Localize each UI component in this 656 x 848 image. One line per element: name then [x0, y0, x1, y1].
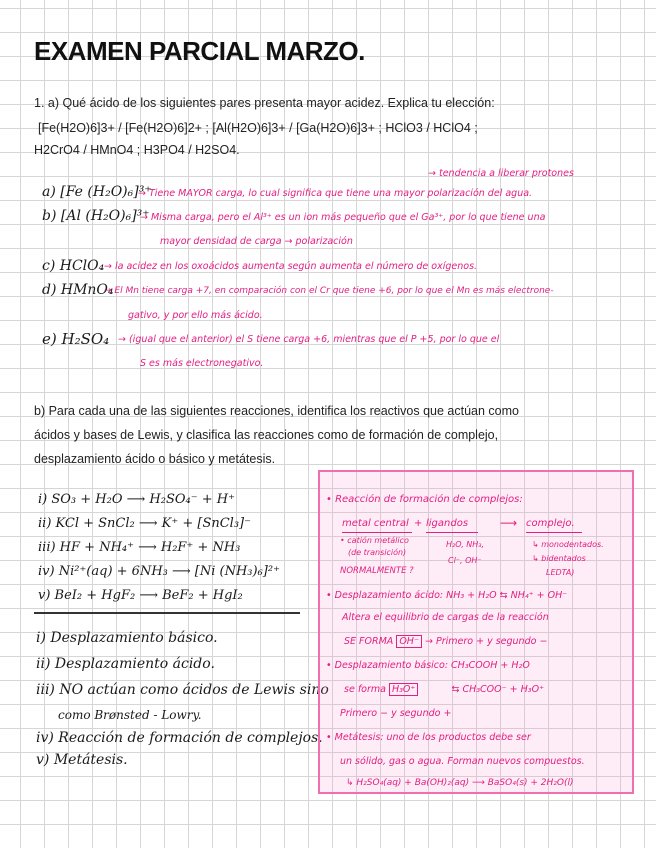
section-divider	[34, 612, 300, 614]
answer-iv: iv) Reacción de formación de complejos.	[36, 730, 323, 746]
reaction-i: i) SO₃ + H₂O ⟶ H₂SO₄⁻ + H⁺	[38, 492, 235, 507]
ligandos-underline	[426, 532, 478, 533]
question-1b-line1: b) Para cada una de las siguientes reacciones, identifica los reactivos que actúan como	[34, 404, 520, 418]
box-cation-2: (de transición)	[348, 548, 407, 557]
box-metathesis: • Metátesis: uno de los productos debe ser	[326, 732, 531, 743]
box-acid-order: → Primero + y segundo −	[425, 636, 548, 647]
box-acid-forms	[344, 636, 547, 647]
answer-a-label: a) [Fe (H₂O)₆]³⁺	[42, 184, 152, 200]
box-acid-forms-label: SE FORMA	[344, 636, 394, 647]
box-acid-displacement: • Desplazamiento ácido: NH₃ + H₂O ⇆ NH₄⁺ + OH⁻	[326, 590, 568, 601]
question-1a-line3: H2CrO4 / HMnO4 ; H3PO4 / H2SO4.	[34, 143, 240, 157]
box-complejo: complejo.	[526, 518, 575, 529]
box-bidentados: ↳ bidentados	[532, 554, 586, 563]
answer-iii-cont: como Brønsted - Lowry.	[58, 708, 202, 722]
box-ligand-examples-1: H₂O, NH₃,	[446, 540, 485, 549]
page-title: EXAMEN PARCIAL MARZO.	[34, 36, 365, 66]
box-cation-1: • catión metálico	[340, 536, 409, 545]
metal-underline	[342, 532, 412, 533]
note-tendency: → tendencia a liberar protones	[428, 168, 574, 179]
box-acid-equilibrium: Altera el equilibrio de cargas de la reacción	[342, 612, 549, 623]
reaction-ii: ii) KCl + SnCl₂ ⟶ K⁺ + [SnCl₃]⁻	[38, 516, 251, 531]
hydronium-box: H₃O⁺	[389, 683, 418, 696]
box-basic-displacement: • Desplazamiento básico: CH₃COOH + H₂O	[326, 660, 530, 671]
answer-c-label: c) HClO₄	[42, 258, 105, 274]
answer-e-text2: S es más electronegativo.	[140, 358, 264, 369]
reaction-iii: iii) HF + NH₄⁺ ⟶ H₂F⁺ + NH₃	[38, 540, 241, 555]
box-ligandos: ligandos	[426, 518, 469, 529]
answer-e-text1: → (igual que el anterior) el S tiene carga +6, mientras que el P +5, por lo que el	[118, 334, 500, 345]
answer-v: v) Metátesis.	[36, 752, 128, 768]
box-metathesis-cont: un sólido, gas o agua. Forman nuevos compuestos.	[340, 756, 585, 767]
box-complex-heading: • Reacción de formación de complejos:	[326, 494, 523, 505]
answer-d-text1: → El Mn tiene carga +7, en comparación con el Cr que tiene +6, por lo que el Mn es más electrone-	[104, 286, 554, 296]
answer-a-text: → Tiene MAYOR carga, lo cual significa que tiene una mayor polarización del agua.	[138, 188, 533, 199]
answer-ii: ii) Desplazamiento ácido.	[36, 656, 215, 672]
box-ledta: LEDTA)	[546, 568, 575, 577]
box-metathesis-example: ↳ H₂SO₄(aq) + Ba(OH)₂(aq) ⟶ BaSO₄(s) + 2H₂O(l)	[346, 778, 574, 788]
complejo-underline	[526, 532, 582, 533]
box-monodentados: ↳ monodentados.	[532, 540, 604, 549]
answer-b-label: b) [Al (H₂O)₆]³⁺	[42, 208, 150, 224]
box-plus: +	[414, 518, 423, 529]
box-normalmente: NORMALMENTE ?	[340, 566, 414, 576]
question-1b-line2: ácidos y bases de Lewis, y clasifica las reacciones como de formación de complejo,	[34, 428, 499, 442]
answer-c-text: → la acidez en los oxoácidos aumenta según aumenta el número de oxígenos.	[104, 261, 478, 272]
box-basic-order: Primero − y segundo +	[340, 708, 452, 719]
question-1b-line3: desplazamiento ácido o básico y metátesis.	[34, 452, 276, 466]
reaction-iv: iv) Ni²⁺(aq) + 6NH₃ ⟶ [Ni (NH₃)₆]²⁺	[38, 564, 280, 579]
box-basic-equilibrium: ⇆ CH₃COO⁻ + H₃O⁺	[451, 684, 545, 695]
box-basic-forms	[344, 684, 544, 695]
question-1a-line2: [Fe(H2O)6]3+ / [Fe(H2O)6]2+ ; [Al(H2O)6]3+ / [Ga(H2O)6]3+ ; HClO3 / HClO4 ;	[38, 121, 478, 135]
box-arrow: ⟶	[500, 516, 518, 530]
answer-i: i) Desplazamiento básico.	[36, 630, 218, 646]
answer-b-text2: mayor densidad de carga → polarización	[160, 236, 353, 247]
box-ligand-examples-2: Cl⁻, OH⁻	[448, 556, 482, 565]
answer-e-label: e) H₂SO₄	[42, 330, 110, 348]
reaction-v: v) BeI₂ + HgF₂ ⟶ BeF₂ + HgI₂	[38, 588, 243, 603]
box-metal-central: metal central	[342, 518, 409, 529]
answer-b-text1: → Misma carga, pero el Al³⁺ es un ion más pequeño que el Ga³⁺, por lo que tiene una	[140, 212, 546, 223]
hydroxide-box: OH⁻	[396, 635, 422, 648]
answer-d-label: d) HMnO₄	[42, 282, 114, 298]
question-1a-line1: 1. a) Qué ácido de los siguientes pares presenta mayor acidez. Explica tu elección:	[34, 96, 495, 110]
answer-iii: iii) NO actúan como ácidos de Lewis sino	[36, 682, 329, 698]
answer-d-text2: gativo, y por ello más ácido.	[128, 310, 263, 321]
box-basic-forms-label: se forma	[344, 684, 386, 695]
